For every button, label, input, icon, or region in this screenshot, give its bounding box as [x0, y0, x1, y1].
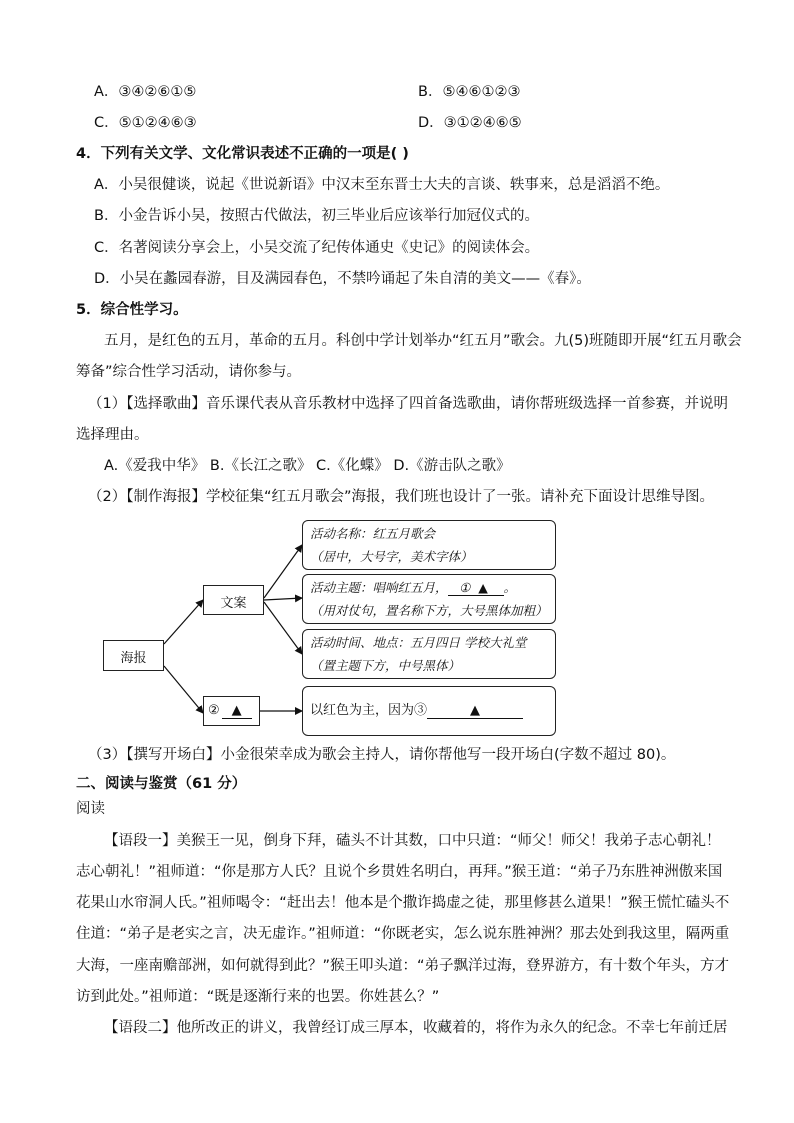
color-blank-triangle: ▲	[470, 703, 481, 718]
mindmap-root-label: 海报	[120, 651, 147, 666]
mindmap-root-node	[103, 640, 164, 671]
mindmap-name-box	[302, 520, 556, 570]
mindmap-color-box	[302, 686, 556, 736]
q5-part2: （2）【制作海报】学校征集“红五月歌会”海报，我们班也设计了一张。请补充下面设计思维导图。	[88, 489, 714, 505]
root-to-blank2-line	[164, 666, 203, 713]
name-line1: 活动名称：红五月歌会	[310, 526, 436, 541]
time-line1: 活动时间、地点：五月四日 学校大礼堂	[310, 635, 527, 650]
q4-option-b: B．小金告诉小吴，按照古代做法，初三毕业后应该举行加冠仪式的。	[94, 208, 539, 224]
q3-option-b: B．⑤④⑥①②③	[418, 84, 521, 100]
section2-heading: 二、阅读与鉴赏（61 分）	[76, 776, 247, 792]
q5-part1-line1: （1）【选择歌曲】音乐课代表从音乐教材中选择了四首备选歌曲，请你帮班级选择一首参赛，并说明	[88, 396, 728, 412]
passage1-line1: 【语段一】美猴王一见，倒身下拜，磕头不计其数，口中只道：“师父！师父！我弟子志心朝礼！	[104, 833, 721, 849]
passage1-line4: 住道：“弟子是老实之言，决无虚诈。”祖师道：“你既老实，怎么说东胜神洲？那去处到我这里，隔两重	[76, 926, 730, 942]
theme-blank-number: ①	[459, 580, 471, 595]
blank2-number: ②	[208, 703, 220, 718]
mindmap-blank2-node	[203, 696, 260, 726]
q4-option-c: C．名著阅读分享会上，小吴交流了纪传体通史《史记》的阅读体会。	[94, 240, 540, 256]
passage1-line5: 大海，一座南赡部洲，如何就得到此？”猴王叩头道：“弟子飘洋过海，登界游方，有十数个年头，方才	[76, 958, 730, 974]
q5-intro-line1: 五月，是红色的五月，革命的五月。科创中学计划举办“红五月”歌会。九(5)班随即开展“红五月歌会	[104, 333, 742, 349]
passage1-line3: 花果山水帘洞人氏。”祖师喝令：“赶出去！他本是个撒诈捣虚之徒，那里修甚么道果！”猴王慌忙磕头不	[76, 895, 730, 911]
q3-option-c: C．⑤①②④⑥③	[94, 115, 197, 131]
q5-song-options: A.《爱我中华》 B.《长江之歌》 C.《化蝶》 D.《游击队之歌》	[104, 458, 511, 474]
copy-to-name-line	[264, 545, 302, 598]
theme-blank-triangle: ▲	[478, 580, 488, 595]
passage1-line6: 访到此处。”祖师道：“既是逐渐行来的也罢。你姓甚么？”	[76, 989, 440, 1005]
theme-line1-prefix: 活动主题：唱响红五月，	[310, 580, 448, 595]
root-to-copy-line	[164, 600, 203, 644]
q5-part3: （3）【撰写开场白】小金很荣幸成为歌会主持人，请你帮他写一段开场白(字数不超过 80)。	[88, 747, 676, 763]
q5-intro-line2: 筹备”综合性学习活动，请你参与。	[76, 364, 302, 380]
copy-to-time-line	[264, 602, 302, 654]
q5-part1-line2: 选择理由。	[76, 427, 149, 443]
q4-stem: 4．下列有关文学、文化常识表述不正确的一项是( )	[76, 146, 409, 162]
mindmap-copy-label: 文案	[220, 596, 247, 611]
q4-option-d: D．小吴在蠡园春游，目及满园春色，不禁吟诵起了朱自清的美文——《春》。	[94, 271, 591, 287]
name-line2: （居中，大号字，美术字体）	[310, 549, 473, 564]
q5-stem: 5．综合性学习。	[76, 302, 188, 318]
mindmap-copy-node	[203, 585, 264, 615]
passage2-line1: 【语段二】他所改正的讲义，我曾经订成三厚本，收藏着的，将作为永久的纪念。不幸七年前迁居	[104, 1020, 728, 1036]
color-prefix: 以红色为主，因为③	[310, 703, 428, 718]
q3-option-a: A．③④②⑥①⑤	[94, 84, 197, 100]
blank2-triangle: ▲	[231, 703, 242, 718]
section2-subheading: 阅读	[76, 801, 105, 817]
passage1-line2: 志心朝礼！”祖师道：“你是那方人氏？且说个乡贯姓名明白，再拜。”猴王道：“弟子乃东胜神洲傲来国	[76, 864, 723, 880]
theme-line2: （用对仗句，置名称下方，大号黑体加粗）	[310, 603, 548, 618]
time-line2: （置主题下方，中号黑体）	[310, 658, 461, 673]
copy-to-theme-line	[264, 598, 302, 600]
q4-option-a: A．小吴很健谈，说起《世说新语》中汉末至东晋士大夫的言谈、轶事来，总是滔滔不绝。	[94, 177, 670, 193]
q3-option-d: D．③①②④⑥⑤	[418, 115, 522, 131]
mindmap-theme-box	[302, 574, 556, 624]
theme-line1-suffix: 。	[503, 580, 517, 595]
mindmap-time-box	[302, 629, 556, 679]
